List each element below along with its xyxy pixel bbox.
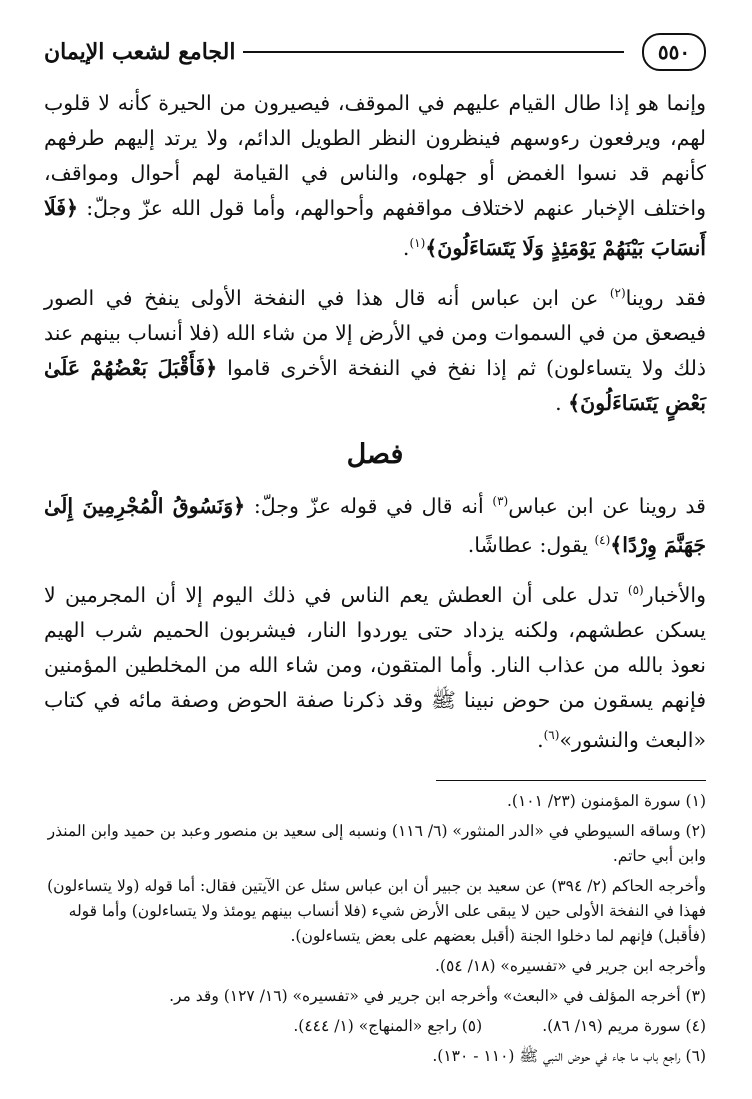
paragraph-3-start: قد روينا عن ابن عباس xyxy=(508,493,706,518)
paragraph-3 xyxy=(44,484,706,564)
footnote-row-4-5 xyxy=(44,1014,706,1039)
paragraph-4-end: . xyxy=(537,727,544,752)
footnote-3: (٣) أخرجه المؤلف في «البعث» وأخرجه ابن جرير في «تفسيره» (١٦/ ١٢٧) وقد مر. xyxy=(169,986,706,1005)
header-rule xyxy=(243,51,624,53)
footnote-ref-4: (٤) xyxy=(594,533,611,548)
footnote-ref-2: (٢) xyxy=(609,285,626,300)
paragraph-2-start: فقد روينا xyxy=(625,285,706,310)
footnote-ref-1: (١) xyxy=(409,236,426,250)
page-number: ٥٥٠ xyxy=(642,33,706,71)
footnote-ref-5: (٥) xyxy=(627,583,644,598)
book-title: الجامع لشعب الإيمان xyxy=(44,39,236,65)
quran-verse-1: ﴿فَلَا أَنسَابَ بَيْنَهُمْ يَوْمَئِذٍ وَلَا يَتَسَاءَلُونَ﴾ xyxy=(44,196,706,260)
page-header xyxy=(44,30,706,74)
footnote-2: (٢) وساقه السيوطي في «الدر المنثور» (٦/ ١١٦) ونسبه إلى سعيد بن منصور وعبد بن حميد وابن المنذر وابن أبي حاتم. xyxy=(47,821,706,865)
footnotes xyxy=(44,789,706,1069)
footnote-2-continued: وأخرجه الحاكم (٢/ ٣٩٤) عن سعيد بن جبير أن ابن عباس سئل عن الآيتين فقال: أما قوله (ولا يتساءلون) فهذا في النفخة الأولى حين لا يبقى على الأرض شيء (فلا أنساب بينهم يومئذ ولا يتساءلون) وأما قوله (فأقبل) فإنهم لما دخلوا الجنة (أقبل بعضهم على بعض يتساءلون). xyxy=(47,876,706,945)
paragraph-4-text: تدل على أن العطش يعم الناس في ذلك اليوم إلا أن المجرمين لا يسكن عطشهم، ولكنه يزداد حتى يوردوا النار، فيشربون الحميم شرب الهيم نعوذ بالله من عذاب النار. وأما المتقون، ومن شاء الله من المخلطين المؤمنين فإنهم يسقون من حوض نبينا ﷺ وقد ذكرنا صفة الحوض وصفة مائه في كتاب «البعث والنشور» xyxy=(44,583,706,752)
paragraph-1 xyxy=(44,86,706,266)
paragraph-3-mid: أنه قال في قوله عزّ وجلّ: xyxy=(245,493,493,518)
main-text xyxy=(44,86,706,758)
footnote-ref-3: (٣) xyxy=(492,493,509,508)
paragraph-2-text: عن ابن عباس أنه قال هذا في النفخة الأولى ينفخ في الصور فيصعق من في السموات ومن في الأرض إلا من شاء الله (فلا أنساب بينهم عند ذلك ولا يتساءلون) ثم إذا نفخ في النفخة الأخرى قاموا xyxy=(44,285,706,380)
quran-verse-3: ﴿وَنَسُوقُ الْمُجْرِمِينَ إِلَىٰ جَهَنَّمَ وِرْدًا﴾ xyxy=(44,493,706,558)
book-page xyxy=(44,30,706,1070)
paragraph-2 xyxy=(44,276,706,421)
paragraph-1-end: . xyxy=(402,235,410,260)
section-title: فصل xyxy=(346,438,404,470)
footnote-ref-6: (٦) xyxy=(543,728,560,743)
footnote-5: (٥) راجع «المنهاج» (١/ ٤٤٤). xyxy=(293,1016,483,1035)
footnote-6: (٦) راجع باب ما جاء في حوض النبي ﷺ (١١٠ - ١٣٠). xyxy=(432,1046,706,1065)
footnote-separator xyxy=(436,780,706,781)
paragraph-4-start: والأخبار xyxy=(643,583,706,608)
quran-verse-2: ﴿فَأَقْبَلَ بَعْضُهُمْ عَلَىٰ بَعْضٍ يَتَسَاءَلُونَ﴾ xyxy=(44,355,706,415)
footnote-4: (٤) سورة مريم (١٩/ ٨٦). xyxy=(542,1016,706,1035)
paragraph-2-end: . xyxy=(555,390,569,415)
paragraph-3-end: يقول: عطاشًا. xyxy=(467,533,595,558)
paragraph-4 xyxy=(44,573,706,758)
footnote-2-source: وأخرجه ابن جرير في «تفسيره» (١٨/ ٥٤). xyxy=(435,956,706,975)
footnote-1: (١) سورة المؤمنون (٢٣/ ١٠١). xyxy=(506,791,706,810)
paragraph-1-text: وإنما هو إذا طال القيام عليهم في الموقف، فيصيرون من الحيرة كأنه لا قلوب لهم، ويرفعون رءوسهم فينظرون النظر الطويل الدائم، ولا يرتد إليهم طرفهم كأنهم قد نسوا الغمض أو جهلوه، والناس في القيامة لهم أحوال ومواقف، واختلف الإخبار عنهم لاختلاف مواقفهم وأحوالهم، وأما قول الله عزّ وجلّ: xyxy=(44,91,706,220)
